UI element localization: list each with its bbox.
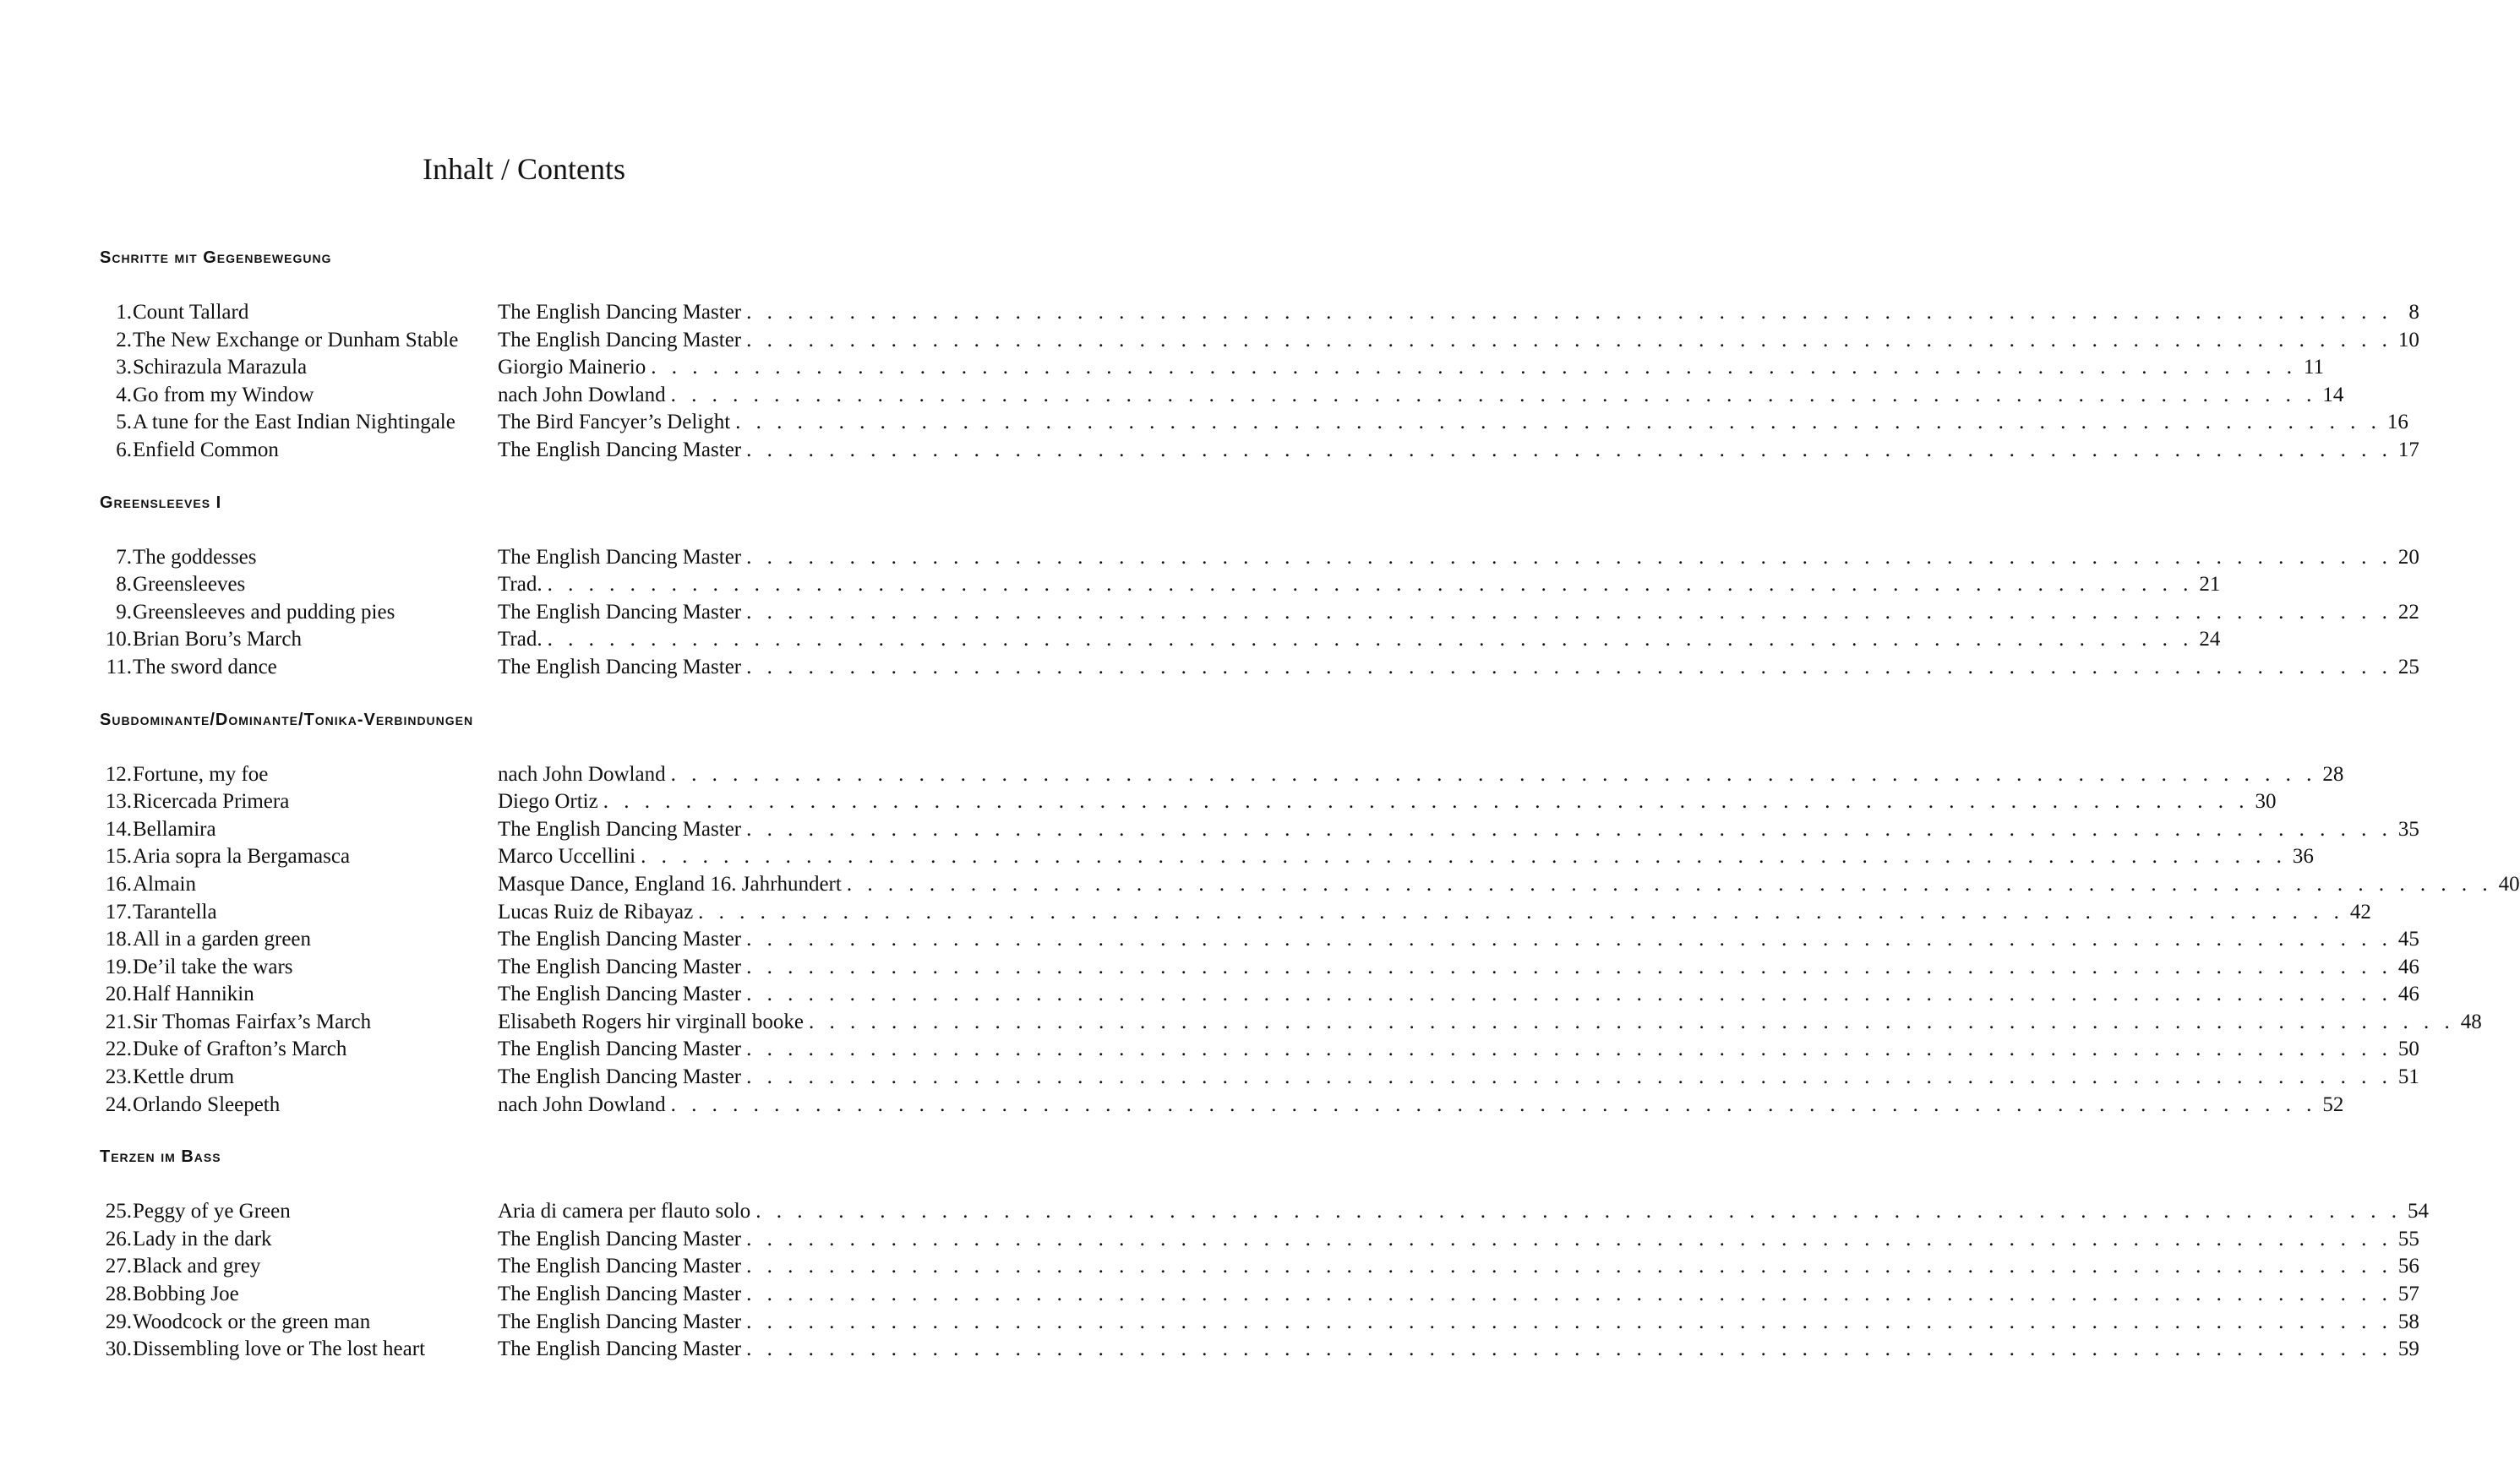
entry-number: 6.	[116, 438, 132, 461]
page-title: Inhalt / Contents	[423, 152, 625, 186]
entry-number: 29.	[105, 1310, 132, 1333]
dot-leader: . . . . . . . . . . . . . . . . . . . . . . . . . . . . . . . . . . . . . . . . . . . . . . . . . . . . . . . . . . . . . . . . . . . . . . . . . . . . . . . .	[641, 845, 2287, 869]
entry-source: The English Dancing Master	[498, 1038, 742, 1061]
toc-entry[interactable]	[100, 871, 2520, 899]
dot-leader: . . . . . . . . . . . . . . . . . . . . . . . . . . . . . . . . . . . . . . . . . . . . . . . . . . . . . . . . . . . . . . . . . . . . . . . . . . . . . . . .	[746, 655, 2392, 678]
entry-source-line	[498, 843, 2314, 871]
dot-leader: . . . . . . . . . . . . . . . . . . . . . . . . . . . . . . . . . . . . . . . . . . . . . . . . . . . . . . . . . . . . . . . . . . . . . . . . . . . . . . . .	[746, 1227, 2392, 1250]
entry-source-line	[498, 409, 2408, 437]
entry-page-number: 55	[2397, 1227, 2419, 1250]
toc-section	[100, 245, 2419, 465]
entry-title: Enfield Common	[133, 438, 279, 461]
entry-source-line	[498, 1036, 2419, 1064]
entry-source: The English Dancing Master	[498, 1283, 742, 1306]
dot-leader: . . . . . . . . . . . . . . . . . . . . . . . . . . . . . . . . . . . . . . . . . . . . . . . . . . . . . . . . . . . . . . . . . . . . . . . . . . . . . . . .	[746, 955, 2392, 978]
entry-number: 12.	[105, 762, 132, 786]
entry-page-number: 36	[2292, 845, 2314, 869]
entry-source-line	[498, 981, 2419, 1009]
entry-number: 16.	[105, 872, 132, 896]
toc-entry[interactable]	[100, 437, 2419, 465]
entry-source-line	[498, 354, 2324, 382]
entry-page-number: 57	[2397, 1283, 2419, 1306]
entry-number: 23.	[105, 1065, 132, 1089]
entry-title: Greensleeves and pudding pies	[133, 600, 395, 624]
entry-number: 7.	[116, 545, 132, 569]
entry-number: 17.	[105, 900, 132, 924]
toc-entry[interactable]	[100, 954, 2419, 982]
entry-page-number: 59	[2397, 1338, 2419, 1361]
dot-leader: . . . . . . . . . . . . . . . . . . . . . . . . . . . . . . . . . . . . . . . . . . . . . . . . . . . . . . . . . . . . . . . . . . . . . . . . . . . . . . . .	[698, 900, 2344, 924]
entry-source: Giorgio Mainerio	[498, 356, 646, 379]
toc-entry[interactable]	[100, 1281, 2419, 1309]
entry-source-line	[498, 654, 2419, 682]
entry-title: Fortune, my foe	[133, 762, 269, 786]
dot-leader: . . . . . . . . . . . . . . . . . . . . . . . . . . . . . . . . . . . . . . . . . . . . . . . . . . . . . . . . . . . . . . . . . . . . . . . . . . . . . . . .	[547, 628, 2194, 651]
dot-leader: . . . . . . . . . . . . . . . . . . . . . . . . . . . . . . . . . . . . . . . . . . . . . . . . . . . . . . . . . . . . . . . . . . . . . . . . . . . . . . . .	[746, 438, 2392, 461]
toc-entry[interactable]	[100, 1226, 2419, 1254]
entry-source-line	[498, 1309, 2419, 1337]
entry-title: Half Hannikin	[133, 983, 254, 1006]
entry-page-number: 52	[2322, 1092, 2344, 1116]
dot-leader: . . . . . . . . . . . . . . . . . . . . . . . . . . . . . . . . . . . . . . . . . . . . . . . . . . . . . . . . . . . . . . . . . . . . . . . . . . . . . . . .	[746, 328, 2392, 351]
entry-source: The English Dancing Master	[498, 655, 742, 678]
toc-entry[interactable]	[100, 409, 2408, 437]
entry-title: Greensleeves	[133, 573, 246, 597]
entry-page-number: 42	[2349, 900, 2371, 924]
entry-number: 18.	[105, 928, 132, 951]
section-heading: Subdominante/Dominante/Tonika-Verbindungen	[100, 710, 474, 729]
toc-entry[interactable]	[100, 354, 2324, 382]
dot-leader: . . . . . . . . . . . . . . . . . . . . . . . . . . . . . . . . . . . . . . . . . . . . . . . . . . . . . . . . . . . . . . . . . . . . . . . . . . . . . . . .	[547, 573, 2194, 597]
entry-title: Schirazula Marazula	[133, 356, 308, 379]
toc-entry[interactable]	[100, 1064, 2419, 1092]
entry-number: 10.	[105, 628, 132, 651]
entry-page-number: 17	[2397, 438, 2419, 461]
toc-entry[interactable]	[100, 654, 2419, 682]
entry-title: De’il take the wars	[133, 955, 293, 978]
entry-source: The English Dancing Master	[498, 1310, 742, 1333]
dot-leader: . . . . . . . . . . . . . . . . . . . . . . . . . . . . . . . . . . . . . . . . . . . . . . . . . . . . . . . . . . . . . . . . . . . . . . . . . . . . . . . .	[746, 1038, 2392, 1061]
entry-source-line	[498, 899, 2371, 927]
entry-page-number: 58	[2397, 1310, 2419, 1333]
dot-leader: . . . . . . . . . . . . . . . . . . . . . . . . . . . . . . . . . . . . . . . . . . . . . . . . . . . . . . . . . . . . . . . . . . . . . . . . . . . . . . . .	[746, 1065, 2392, 1089]
entry-source-line	[498, 761, 2344, 789]
entry-page-number: 25	[2397, 655, 2419, 678]
toc-entry[interactable]	[100, 382, 2344, 410]
dot-leader: . . . . . . . . . . . . . . . . . . . . . . . . . . . . . . . . . . . . . . . . . . . . . . . . . . . . . . . . . . . . . . . . . . . . . . . . . . . . . . . .	[746, 928, 2392, 951]
entry-page-number: 46	[2397, 983, 2419, 1006]
dot-leader: . . . . . . . . . . . . . . . . . . . . . . . . . . . . . . . . . . . . . . . . . . . . . . . . . . . . . . . . . . . . . . . . . . . . . . . . . . . . . . . .	[846, 872, 2493, 896]
entry-source: The English Dancing Master	[498, 983, 742, 1006]
entry-page-number: 21	[2199, 573, 2221, 597]
entry-number: 24.	[105, 1092, 132, 1116]
entry-source: Lucas Ruiz de Ribayaz	[498, 900, 694, 924]
dot-leader: . . . . . . . . . . . . . . . . . . . . . . . . . . . . . . . . . . . . . . . . . . . . . . . . . . . . . . . . . . . . . . . . . . . . . . . . . . . . . . . .	[735, 411, 2381, 434]
dot-leader: . . . . . . . . . . . . . . . . . . . . . . . . . . . . . . . . . . . . . . . . . . . . . . . . . . . . . . . . . . . . . . . . . . . . . . . . . . . . . . . .	[808, 1010, 2455, 1033]
section-heading: Schritte mit Gegenbewegung	[100, 248, 332, 267]
entry-source-line	[498, 1064, 2419, 1092]
entry-title: Bellamira	[133, 817, 216, 841]
dot-leader: . . . . . . . . . . . . . . . . . . . . . . . . . . . . . . . . . . . . . . . . . . . . . . . . . . . . . . . . . . . . . . . . . . . . . . . . . . . . . . . .	[746, 600, 2392, 624]
toc-entry[interactable]	[100, 327, 2419, 355]
entry-number: 9.	[116, 600, 132, 624]
entry-page-number: 50	[2397, 1038, 2419, 1061]
entry-number: 25.	[105, 1200, 132, 1223]
entry-source: The English Dancing Master	[498, 328, 742, 351]
entry-number: 15.	[105, 845, 132, 869]
dot-leader: . . . . . . . . . . . . . . . . . . . . . . . . . . . . . . . . . . . . . . . . . . . . . . . . . . . . . . . . . . . . . . . . . . . . . . . . . . . . . . . .	[746, 1338, 2392, 1361]
entry-page-number: 10	[2397, 328, 2419, 351]
entry-source-line	[498, 1198, 2429, 1226]
dot-leader: . . . . . . . . . . . . . . . . . . . . . . . . . . . . . . . . . . . . . . . . . . . . . . . . . . . . . . . . . . . . . . . . . . . . . . . . . . . . . . . .	[746, 1255, 2392, 1278]
entry-source-line	[498, 816, 2419, 844]
entry-title: Go from my Window	[133, 383, 314, 406]
entry-source-line	[498, 871, 2520, 899]
entry-source-line	[498, 382, 2344, 410]
entry-title: Bobbing Joe	[133, 1283, 239, 1306]
entry-number: 13.	[105, 790, 132, 814]
entry-source: Diego Ortiz	[498, 790, 598, 814]
toc-entry[interactable]	[100, 1009, 2482, 1037]
toc-section	[100, 1144, 2429, 1364]
toc-entry[interactable]	[100, 1336, 2419, 1364]
dot-leader: . . . . . . . . . . . . . . . . . . . . . . . . . . . . . . . . . . . . . . . . . . . . . . . . . . . . . . . . . . . . . . . . . . . . . . . . . . . . . . . .	[746, 301, 2392, 324]
toc-entry[interactable]	[100, 1253, 2419, 1281]
entry-page-number: 51	[2397, 1065, 2419, 1089]
dot-leader: . . . . . . . . . . . . . . . . . . . . . . . . . . . . . . . . . . . . . . . . . . . . . . . . . . . . . . . . . . . . . . . . . . . . . . . . . . . . . . . .	[746, 545, 2392, 569]
entry-source-line	[498, 1336, 2419, 1364]
entry-source-line	[498, 327, 2419, 355]
entry-number: 14.	[105, 817, 132, 841]
entry-source: The English Dancing Master	[498, 545, 742, 569]
entry-source: Elisabeth Rogers hir virginall booke	[498, 1010, 804, 1033]
entry-source-line	[498, 1226, 2419, 1254]
entry-title: Lady in the dark	[133, 1227, 272, 1250]
entry-page-number: 30	[2255, 790, 2277, 814]
toc-entry[interactable]	[100, 1198, 2429, 1226]
entry-number: 4.	[116, 383, 132, 406]
section-heading: Terzen im Bass	[100, 1147, 221, 1167]
entry-source: nach John Dowland	[498, 383, 666, 406]
toc-entry[interactable]	[100, 926, 2419, 954]
entry-source: The English Dancing Master	[498, 955, 742, 978]
entry-number: 1.	[116, 301, 132, 324]
entry-title: The goddesses	[133, 545, 257, 569]
entry-source-line	[498, 954, 2419, 982]
entry-source-line	[498, 544, 2419, 572]
entry-page-number: 28	[2322, 762, 2344, 786]
dot-leader: . . . . . . . . . . . . . . . . . . . . . . . . . . . . . . . . . . . . . . . . . . . . . . . . . . . . . . . . . . . . . . . . . . . . . . . . . . . . . . . .	[651, 356, 2297, 379]
entry-source: nach John Dowland	[498, 1092, 666, 1116]
dot-leader: . . . . . . . . . . . . . . . . . . . . . . . . . . . . . . . . . . . . . . . . . . . . . . . . . . . . . . . . . . . . . . . . . . . . . . . . . . . . . . . .	[755, 1200, 2402, 1223]
toc-entry[interactable]	[100, 788, 2277, 816]
entry-page-number: 45	[2397, 928, 2419, 951]
entry-title: Sir Thomas Fairfax’s March	[133, 1010, 372, 1033]
entry-number: 28.	[105, 1283, 132, 1306]
entry-page-number: 24	[2199, 628, 2221, 651]
entry-source: Trad.	[498, 573, 543, 597]
entry-source-line	[498, 599, 2419, 627]
entry-page-number: 16	[2386, 411, 2408, 434]
entry-title: Tarantella	[133, 900, 217, 924]
entry-title: A tune for the East Indian Nightingale	[133, 411, 455, 434]
dot-leader: . . . . . . . . . . . . . . . . . . . . . . . . . . . . . . . . . . . . . . . . . . . . . . . . . . . . . . . . . . . . . . . . . . . . . . . . . . . . . . . .	[746, 983, 2392, 1006]
entry-source: The English Dancing Master	[498, 1227, 742, 1250]
entry-title: All in a garden green	[133, 928, 312, 951]
entry-title: The New Exchange or Dunham Stable	[133, 328, 459, 351]
toc-entry[interactable]	[100, 899, 2371, 927]
entry-title: Orlando Sleepeth	[133, 1092, 281, 1116]
entry-number: 11.	[106, 655, 132, 678]
entry-source: The English Dancing Master	[498, 1338, 742, 1361]
entry-number: 22.	[105, 1038, 132, 1061]
entry-source: The English Dancing Master	[498, 817, 742, 841]
toc-entry[interactable]	[100, 571, 2221, 599]
dot-leader: . . . . . . . . . . . . . . . . . . . . . . . . . . . . . . . . . . . . . . . . . . . . . . . . . . . . . . . . . . . . . . . . . . . . . . . . . . . . . . . .	[746, 1310, 2392, 1333]
entry-title: Aria sopra la Bergamasca	[133, 845, 351, 869]
entry-number: 5.	[116, 411, 132, 434]
entry-number: 27.	[105, 1255, 132, 1278]
entry-number: 19.	[105, 955, 132, 978]
dot-leader: . . . . . . . . . . . . . . . . . . . . . . . . . . . . . . . . . . . . . . . . . . . . . . . . . . . . . . . . . . . . . . . . . . . . . . . . . . . . . . . .	[670, 762, 2317, 786]
entry-title: Peggy of ye Green	[133, 1200, 291, 1223]
dot-leader: . . . . . . . . . . . . . . . . . . . . . . . . . . . . . . . . . . . . . . . . . . . . . . . . . . . . . . . . . . . . . . . . . . . . . . . . . . . . . . . .	[670, 1092, 2317, 1116]
toc-entry[interactable]	[100, 1092, 2344, 1120]
entry-source-line	[498, 1009, 2482, 1037]
entry-source: The English Dancing Master	[498, 928, 742, 951]
entry-page-number: 40	[2498, 872, 2520, 896]
entry-page-number: 14	[2322, 383, 2344, 406]
entry-number: 2.	[116, 328, 132, 351]
toc-entry[interactable]	[100, 1309, 2419, 1337]
dot-leader: . . . . . . . . . . . . . . . . . . . . . . . . . . . . . . . . . . . . . . . . . . . . . . . . . . . . . . . . . . . . . . . . . . . . . . . . . . . . . . . .	[746, 817, 2392, 841]
entry-source-line	[498, 299, 2419, 327]
toc-entry[interactable]	[100, 544, 2419, 572]
entry-page-number: 54	[2407, 1200, 2429, 1223]
dot-leader: . . . . . . . . . . . . . . . . . . . . . . . . . . . . . . . . . . . . . . . . . . . . . . . . . . . . . . . . . . . . . . . . . . . . . . . . . . . . . . . .	[603, 790, 2250, 814]
toc-entry[interactable]	[100, 843, 2314, 871]
entry-source: The Bird Fancyer’s Delight	[498, 411, 731, 434]
toc-section	[100, 707, 2520, 1120]
toc-entry[interactable]	[100, 626, 2221, 654]
entry-title: Brian Boru’s March	[133, 628, 302, 651]
toc-section	[100, 490, 2419, 682]
entry-page-number: 56	[2397, 1255, 2419, 1278]
entry-source: Marco Uccellini	[498, 845, 636, 869]
entry-source-line	[498, 1092, 2344, 1120]
entry-source: nach John Dowland	[498, 762, 666, 786]
entry-number: 3.	[116, 356, 132, 379]
entry-number: 30.	[105, 1338, 132, 1361]
toc-entry[interactable]	[100, 816, 2419, 844]
entry-page-number: 11	[2303, 356, 2324, 379]
dot-leader: . . . . . . . . . . . . . . . . . . . . . . . . . . . . . . . . . . . . . . . . . . . . . . . . . . . . . . . . . . . . . . . . . . . . . . . . . . . . . . . .	[670, 383, 2317, 406]
entry-title: Dissembling love or The lost heart	[133, 1338, 426, 1361]
toc-entry[interactable]	[100, 761, 2344, 789]
entry-page-number: 48	[2460, 1010, 2482, 1033]
entry-page-number: 35	[2397, 817, 2419, 841]
entry-source: The English Dancing Master	[498, 600, 742, 624]
entry-source: Aria di camera per flauto solo	[498, 1200, 751, 1223]
toc-entry[interactable]	[100, 599, 2419, 627]
entry-page-number: 46	[2397, 955, 2419, 978]
entry-number: 20.	[105, 983, 132, 1006]
entry-source-line	[498, 1281, 2419, 1309]
section-heading: Greensleeves I	[100, 493, 222, 512]
entry-source-line	[498, 571, 2221, 599]
entry-source-line	[498, 1253, 2419, 1281]
entry-source: The English Dancing Master	[498, 1255, 742, 1278]
entry-number: 8.	[116, 573, 132, 597]
entry-title: Black and grey	[133, 1255, 261, 1278]
entry-source-line	[498, 926, 2419, 954]
toc-entry[interactable]	[100, 981, 2419, 1009]
entry-title: Ricercada Primera	[133, 790, 290, 814]
entry-source-line	[498, 626, 2221, 654]
entry-title: Almain	[133, 872, 196, 896]
entry-source: The English Dancing Master	[498, 438, 742, 461]
entry-source: The English Dancing Master	[498, 301, 742, 324]
entry-number: 26.	[105, 1227, 132, 1250]
entry-title: The sword dance	[133, 655, 277, 678]
entry-page-number: 22	[2397, 600, 2419, 624]
entry-title: Duke of Grafton’s March	[133, 1038, 347, 1061]
entry-source: The English Dancing Master	[498, 1065, 742, 1089]
entry-page-number: 20	[2397, 545, 2419, 569]
entry-source-line	[498, 437, 2419, 465]
entry-source-line	[498, 788, 2277, 816]
entry-page-number: 8	[2408, 301, 2419, 324]
table-of-contents	[100, 245, 2520, 1364]
entry-title: Count Tallard	[133, 301, 249, 324]
toc-entry[interactable]	[100, 299, 2419, 327]
entry-source: Masque Dance, England 16. Jahrhundert	[498, 872, 842, 896]
entry-number: 21.	[105, 1010, 132, 1033]
dot-leader: . . . . . . . . . . . . . . . . . . . . . . . . . . . . . . . . . . . . . . . . . . . . . . . . . . . . . . . . . . . . . . . . . . . . . . . . . . . . . . . .	[746, 1283, 2392, 1306]
toc-entry[interactable]	[100, 1036, 2419, 1064]
entry-source: Trad.	[498, 628, 543, 651]
entry-title: Kettle drum	[133, 1065, 235, 1089]
entry-title: Woodcock or the green man	[133, 1310, 371, 1333]
